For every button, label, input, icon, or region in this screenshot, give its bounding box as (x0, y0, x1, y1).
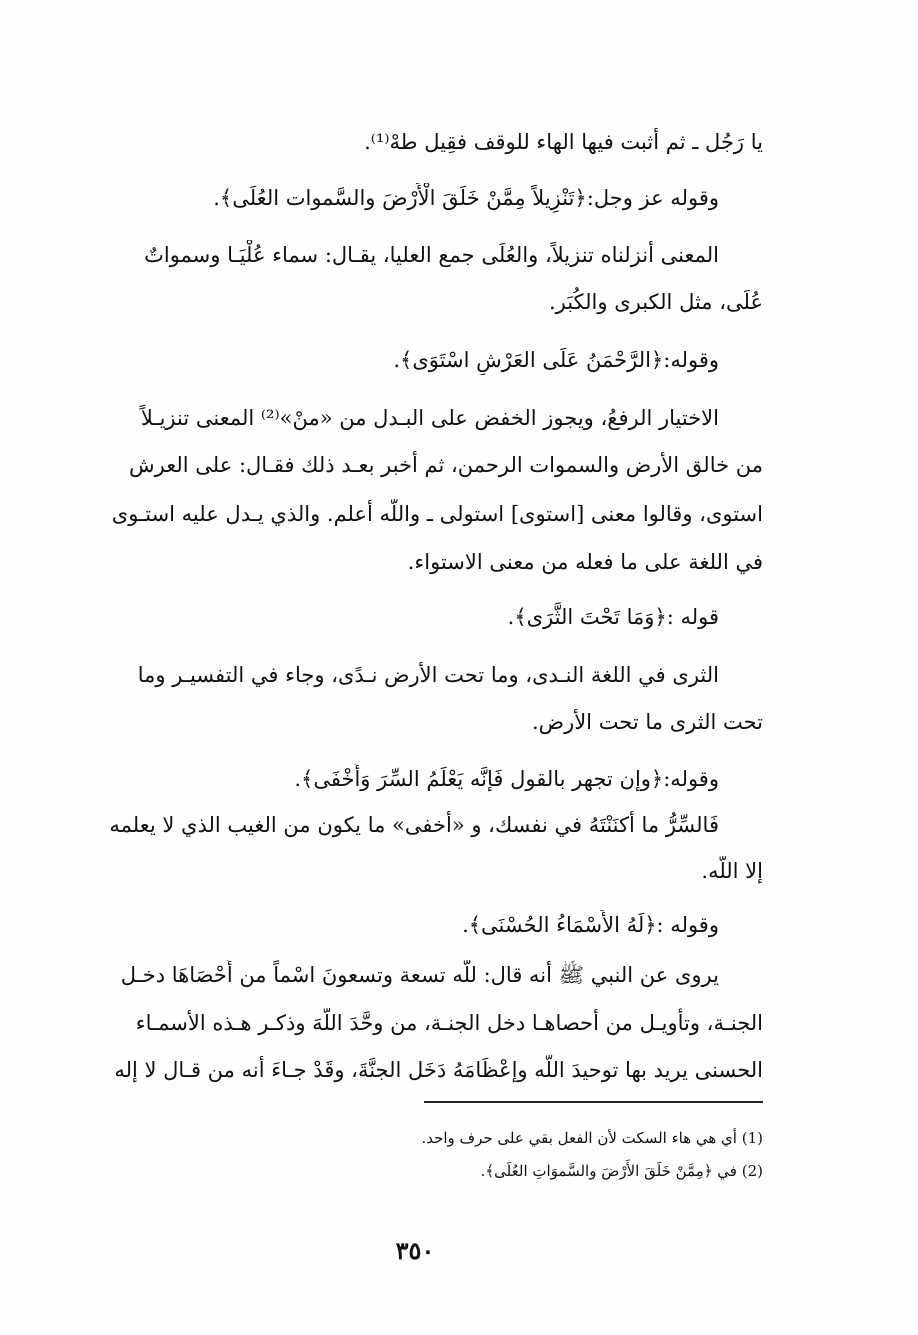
text-line: قوله :﴿وَمَا تَحْتَ الثَّرَى﴾. (507, 605, 719, 629)
text-line: وقوله عز وجل:﴿تَنْزِيلاً مِمَّنْ خَلَقَ الْأَرْضَ والسَّموات العُلَى﴾. (213, 186, 719, 210)
text-line: تحت الثرى ما تحت الأرض. (532, 710, 763, 734)
text-line: وقوله:﴿وإن تجهر بالقول فَإنَّه يَعْلَمُ السِّرَ وَأَخْفَى﴾. (294, 767, 719, 791)
text-line: إلا اللَّه. (701, 859, 763, 883)
text-line: استوى، وقالوا معنى [استوى] استولى ـ واللَّه أعلم. والذي يـدل عليه استـوى (111, 502, 763, 526)
text-line: المعنى أنزلناه تنزيلاً، والعُلَى جمع العليا، يقـال: سماء عُلْيَـا وسمواتٌ (144, 243, 719, 267)
text-line: الثرى في اللغة النـدى، وما تحت الأرض نـدًى، وجاء في التفسيـر وما (137, 663, 719, 687)
text-line: الجنـة، وتأويـل من أحصاهـا دخل الجنـة، من وحَّدَ اللَّهَ وذكـر هـذه الأسمـاء (135, 1011, 763, 1035)
footnote: (1) أي هي هاء السكت لأن الفعل بقي على حرف واحد. (421, 1129, 763, 1147)
text-line: الحسنى يريد بها توحيدَ اللَّه وإعْظَامَهُ دَخَل الجنَّةَ، وقَدْ جـاءَ أنه من قـال لا إله (114, 1058, 763, 1082)
page-number: ٣٥٠ (395, 1236, 435, 1265)
text-line: من خالق الأرض والسموات الرحمن، ثم أخبر بعـد ذلك فقـال: على العرش (129, 453, 763, 477)
footnote: (2) في ﴿مِمَّنْ خَلَقَ الأَرْضَ والسَّموَاتِ العُلَى﴾. (480, 1162, 763, 1180)
text-line: يا رَجُل ـ ثم أثبت فيها الهاء للوقف فقِيل طهْ⁽¹⁾. (364, 130, 763, 154)
text-line: فَالسِّرُّ ما أكنَنْتَهُ في نفسك، و «أخفى» ما يكون من الغيب الذي لا يعلمه (109, 813, 719, 837)
text-line: وقوله:﴿الرَّحْمَنُ عَلَى العَرْشِ اسْتَوَى﴾. (393, 348, 719, 372)
text-line: وقوله :﴿لَهُ الأَسْمَاءُ الحُسْنَى﴾. (462, 913, 719, 937)
text-line: عُلَى، مثل الكبرى والكُبَر. (548, 290, 763, 314)
text-line: الاختيار الرفعُ، ويجوز الخفض على البـدل من «منْ»⁽²⁾ المعنى تنزيـلاً (140, 406, 719, 430)
text-line: في اللغة على ما فعله من معنى الاستواء. (407, 550, 763, 574)
text-line: يروى عن النبي ﷺ أنه قال: للَّه تسعة وتسعونَ اسْماً من أَحْصَاهَا دخـل (120, 963, 719, 987)
footnote-separator (424, 1101, 763, 1103)
